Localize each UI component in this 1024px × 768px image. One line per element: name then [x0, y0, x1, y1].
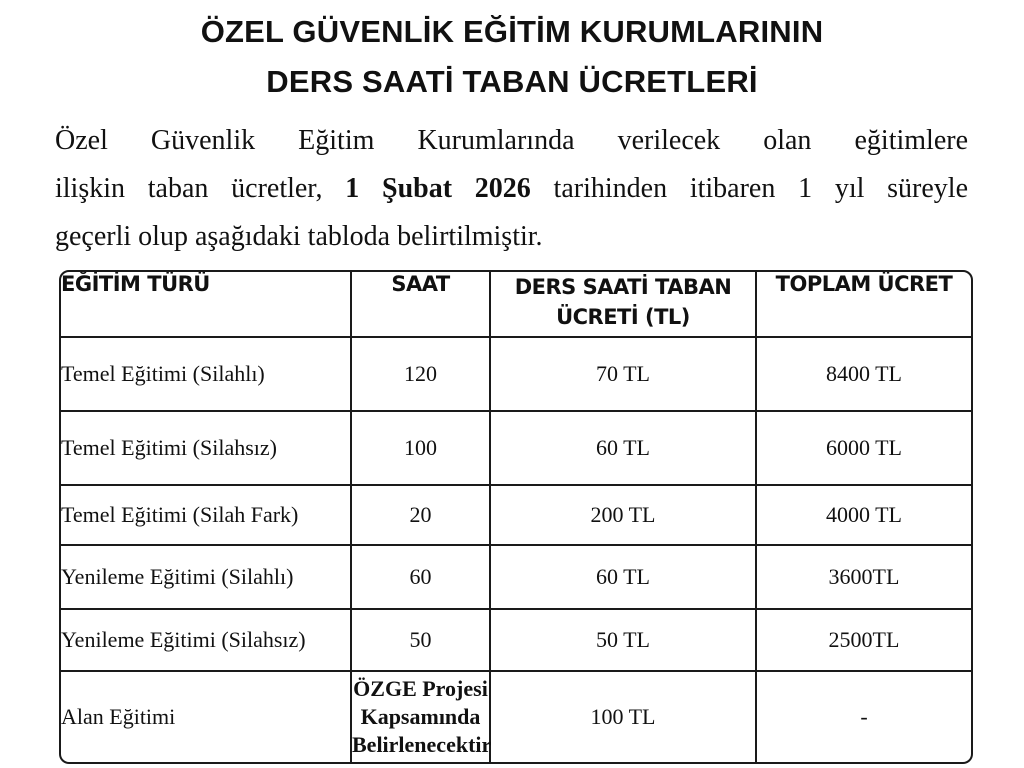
table-header-row: [61, 272, 971, 338]
intro-line-1: Özel Güvenlik Eğitim Kurumlarında verilecek olan eğitimlere: [55, 125, 968, 156]
table-row: [61, 486, 971, 546]
intro-line-3: geçerli olup aşağıdaki tabloda belirtilmiştir.: [55, 221, 543, 252]
cell-training-type: Yenileme Eğitimi (Silahlı): [61, 546, 352, 610]
effective-date: 1 Şubat 2026: [345, 173, 531, 204]
cell-hourly-rate: 60 TL: [491, 412, 757, 486]
cell-hours: 100: [352, 412, 491, 486]
title-line-1: ÖZEL GÜVENLİK EĞİTİM KURUMLARININ: [200, 14, 824, 49]
cell-hours: 50: [352, 610, 491, 672]
cell-total-fee: 2500TL: [757, 610, 971, 672]
cell-hourly-rate: 200 TL: [491, 486, 757, 546]
cell-training-type: Yenileme Eğitimi (Silahsız): [61, 610, 352, 672]
table-row: [61, 610, 971, 672]
header-training-type: EĞİTİM TÜRÜ: [61, 272, 352, 338]
intro-text: ilişkin taban ücretler,: [55, 173, 346, 204]
header-rate-line-1: DERS SAATİ TABAN: [514, 275, 732, 299]
cell-training-type: Temel Eğitimi (Silahsız): [61, 412, 352, 486]
cell-total-fee: -: [860, 704, 868, 729]
cell-hours: 120: [352, 338, 491, 412]
cell-hourly-rate: 60 TL: [491, 546, 757, 610]
title-line-2: DERS SAATİ TABAN ÜCRETLERİ: [266, 64, 758, 99]
table-row: [61, 672, 971, 762]
cell-hours: 20: [352, 486, 491, 546]
cell-total-fee: 8400 TL: [757, 338, 971, 412]
cell-hours-note: [352, 672, 491, 762]
table-row: [61, 546, 971, 610]
header-hourly-rate: [491, 272, 757, 338]
table-row: [61, 412, 971, 486]
hours-note-line-3: Belirlenecektir: [352, 732, 492, 757]
table-row: [61, 338, 971, 412]
cell-hourly-rate: 50 TL: [491, 610, 757, 672]
cell-hours: 60: [352, 546, 491, 610]
hours-note-line-2: Kapsamında: [360, 704, 481, 729]
cell-training-type: Temel Eğitimi (Silahlı): [61, 338, 352, 412]
intro-line-2: [55, 165, 968, 213]
header-hours: SAAT: [352, 272, 491, 338]
header-total-fee: TOPLAM ÜCRET: [757, 272, 971, 338]
cell-training-type: Temel Eğitimi (Silah Fark): [61, 486, 352, 546]
cell-hourly-rate: 100 TL: [491, 672, 757, 762]
fee-table: [59, 270, 973, 764]
cell-total-fee: 6000 TL: [757, 412, 971, 486]
header-rate-line-2: ÜCRETİ (TL): [556, 305, 690, 329]
hours-note-line-1: ÖZGE Projesi: [353, 676, 488, 701]
cell-total-fee: 4000 TL: [757, 486, 971, 546]
intro-text: tarihinden itibaren 1 yıl süreyle: [530, 173, 968, 204]
cell-hourly-rate: 70 TL: [491, 338, 757, 412]
intro-paragraph: [55, 117, 968, 261]
cell-total-fee: 3600TL: [757, 546, 971, 610]
cell-training-type: Alan Eğitimi: [61, 672, 352, 762]
